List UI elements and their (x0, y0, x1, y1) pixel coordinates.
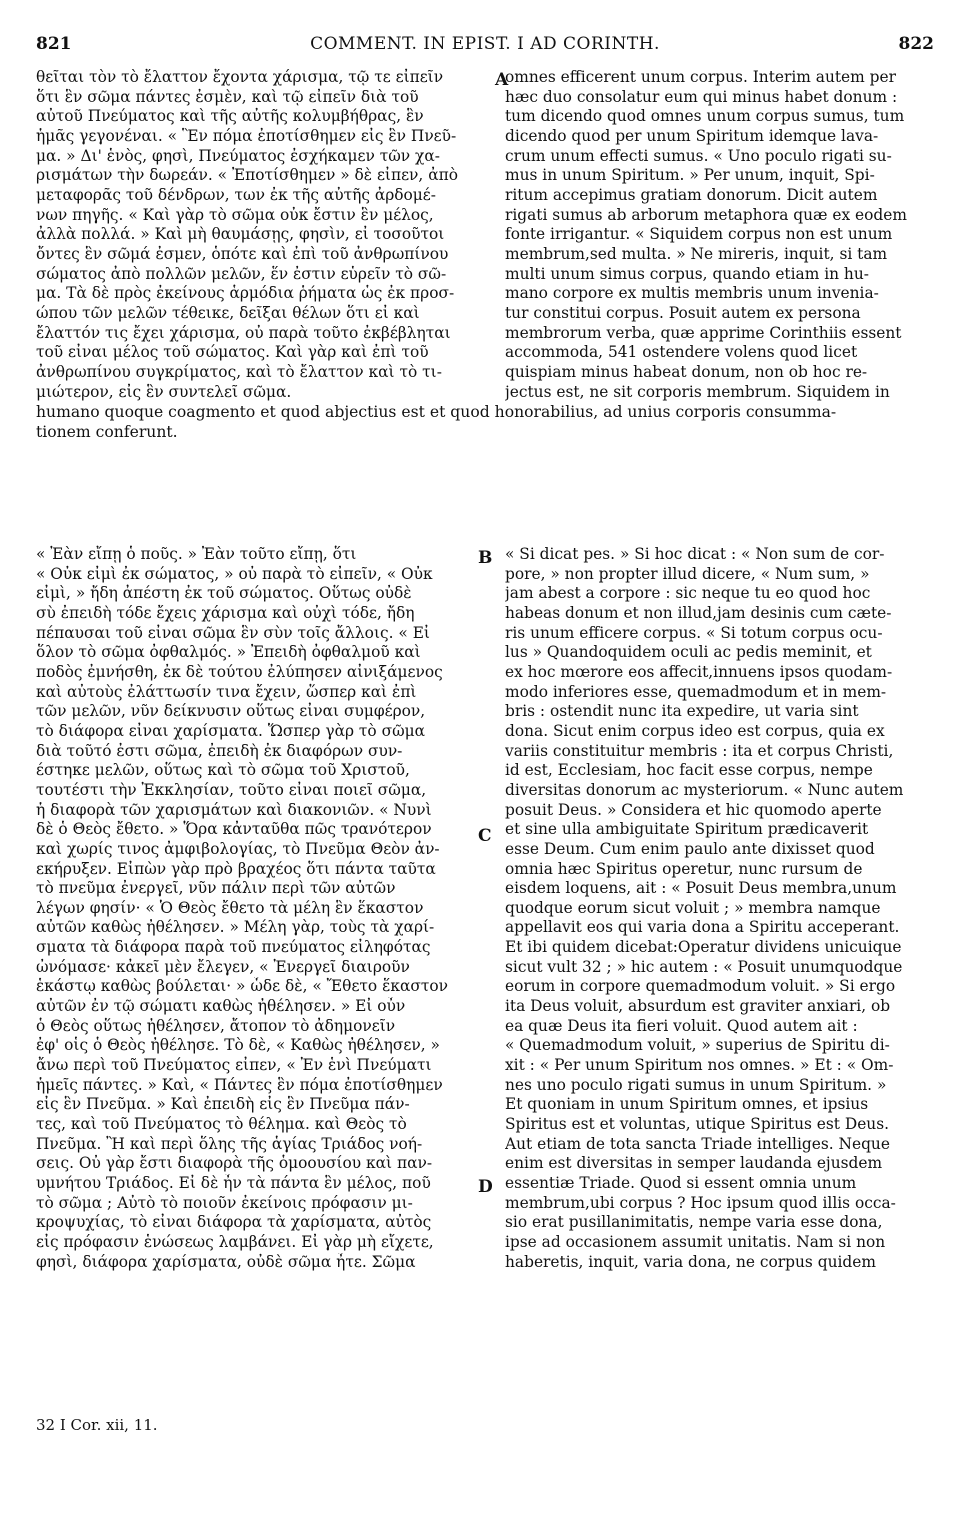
text-line: sicut vult 32 ; » hic autem : « Posuit unumquodque (505, 957, 903, 976)
text-line: ita Deus voluit, absurdum est graviter anxiari, ob (505, 997, 891, 1016)
text-line: membrum,ubi corpus ? Hoc ipsum quod illis occa- (505, 1193, 896, 1212)
text-line: omnes efficerent unum corpus. Interim autem per (505, 68, 896, 86)
text-line: ὄντες ἓν σῶμά ἐσμεν, ὁπότε καὶ ἐπὶ τοῦ ἀνθρωπίνου (36, 244, 449, 263)
text-line: εἰς πρόφασιν ἑνώσεως λαμβάνει. Εἰ γὰρ μὴ εἴχετε, (36, 1232, 434, 1251)
text-line: enim est diversitas in semper laudanda ejusdem (505, 1154, 883, 1173)
text-line: φησὶ, διάφορα χαρίσματα, οὐδὲ σῶμα ἦτε. Σῶμα (36, 1252, 416, 1271)
text-line: ἑκάστῳ καθὼς βούλεται· » ὧδε δὲ, « Ἔθετο ἕκαστον (36, 977, 449, 996)
text-line: appellavit eos qui varia dona a Spiritu acceperant. (505, 918, 900, 937)
text-line: jectus est, ne sit corporis membrum. Siquidem in (505, 382, 890, 401)
text-line: ώπου τῶν μελῶν τέθεικε, δεῖξαι θέλων ὅτι εἰ καὶ (36, 303, 420, 322)
text-line: ἔλαττόν τις ἔχει χάρισμα, οὐ παρὰ τοῦτο ἐκβέβληται (36, 323, 451, 342)
footnote: 32 I Cor. xii, 11. (36, 1416, 158, 1434)
margin-marker-a: A (495, 70, 509, 90)
text-line: εἰμὶ, » ἤδη ἀπέστη ἐκ τοῦ σώματος. Οὕτως οὐδὲ (36, 584, 412, 603)
text-line: membrum,sed multa. » Ne mireris, inquit, si tam (505, 244, 888, 263)
text-line: καὶ αὐτοὺς ἐλάττωσίν τινα ἔχειν, ὥσπερ καὶ ἐπὶ (36, 682, 417, 701)
text-line: ris unum efficere corpus. « Si totum corpus ocu- (505, 623, 883, 642)
text-line: dicendo quod per unum Spiritum idemque lava- (505, 126, 879, 145)
text-line: Et ibi quidem dicebat:Operatur dividens unicuique (505, 938, 902, 957)
text-line: crum unum effecti sumus. « Uno poculo rigati su- (505, 146, 892, 165)
margin-marker-d: D (478, 1177, 493, 1197)
text-line: αὐτῶν ἐν τῷ σώματι καθὼς ἠθέλησεν. » Εἰ οὖν (36, 997, 406, 1016)
text-line: μιώτερον, εἰς ἓν συντελεῖ σῶμα. (36, 382, 292, 401)
text-line: ἄνω περὶ τοῦ Πνεύματος εἶπεν, « Ἐν ἑνὶ Πνεύματι (36, 1056, 432, 1075)
text-line: ipse ad occasionem assumit unitatis. Nam si non (505, 1232, 886, 1251)
text-line: tur constitui corpus. Posuit autem ex persona (505, 303, 861, 322)
text-line: posuit Deus. » Considera et hic quomodo aperte (505, 800, 882, 819)
text-line: essentiæ Triade. Quod si essent omnia unum (505, 1174, 857, 1192)
text-line: et sine ulla ambiguitate Spiritum prædicaverit (505, 820, 869, 839)
text-line: Spiritus est et voluntas, utique Spiritus est Deus. (505, 1115, 890, 1134)
text-line: ex hoc mœrore eos affecit,innuens ipsos quodam- (505, 662, 893, 681)
latin-column-bottom (505, 545, 935, 1272)
text-line: ea quæ Deus ita fieri voluit. Quod autem ait : (505, 1016, 858, 1035)
page-number-right: 822 (898, 34, 934, 54)
text-line: Aut etiam de tota sancta Triade intelliges. Neque (505, 1134, 890, 1153)
text-line: μα. Τὰ δὲ πρὸς ἐκείνους ἁρμόδια ῥήματα ὡς ἐκ προσ- (36, 284, 455, 303)
text-line: lus » Quandoquidem oculi ac pedis meminit, et (505, 643, 872, 662)
text-line: τὸ σῶμα ; Αὐτὸ τὸ ποιοῦν ἐκείνοις πρόφασιν μι- (36, 1193, 413, 1212)
text-line: μα. » Δι' ἑνὸς, φησὶ, Πνεύματος ἐσχήκαμεν τῶν χα- (36, 146, 440, 165)
text-line: νων πηγῆς. « Καὶ γὰρ τὸ σῶμα οὐκ ἔστιν ἓν μέλος, (36, 205, 434, 224)
text-line: τῶν μελῶν, νῦν δείκνυσιν οὕτως εἶναι συμφέρον, (36, 702, 426, 721)
text-line: bris : ostendit nunc ita expedire, ut varia sint (505, 702, 859, 721)
greek-column-bottom (36, 545, 494, 1272)
text-line: « Quemadmodum voluit, » superius de Spiritu di- (505, 1036, 890, 1055)
text-line: θεῖται τὸν τὸ ἔλαττον ἔχοντα χάρισμα, τῷ τε εἰπεῖν (36, 68, 444, 86)
text-line: mano corpore ex multis membris unum invenia- (505, 284, 879, 303)
text-line: ρισμάτων τὴν δωρεάν. « Ἐποτίσθημεν » δὲ εἶπεν, ἀπὸ (36, 166, 458, 185)
text-line: sio erat pusillanimitatis, nempe varia esse dona, (505, 1213, 883, 1232)
text-line: quodque eorum sicut voluit ; » membra namque (505, 898, 881, 917)
text-line: ἡμᾶς γεγονέναι. « Ἓν πόμα ἐποτίσθημεν εἰς ἓν Πνεῦ- (36, 126, 457, 145)
text-line: ὁ Θεὸς οὕτως ἠθέλησεν, ἄτοπον τὸ ἀδημονεῖν (36, 1016, 396, 1035)
text-line: dona. Sicut enim corpus ideo est corpus, quia ex (505, 721, 885, 740)
text-line: υμνήτου Τριάδος. Εἰ δὲ ἦν τὰ πάντα ἓν μέλος, ποῦ (36, 1174, 431, 1192)
text-line: ἀλλὰ πολλά. » Καὶ μὴ θαυμάσῃς, φησὶν, εἰ τοσοῦτοι (36, 225, 445, 244)
text-line: eisdem loquens, ait : « Posuit Deus membra,unum (505, 879, 897, 898)
text-line: mus in unum Spiritum. » Per unum, inquit, Spi- (505, 166, 875, 185)
text-line: τὸ πνεῦμα ἐνεργεῖ, νῦν πάλιν περὶ τῶν αὐτῶν (36, 879, 396, 898)
text-line: σματα τὰ διάφορα παρὰ τοῦ πνεύματος εἰληφότας (36, 938, 431, 957)
text-line: variis constituitur membris : ita et corpus Christi, (505, 741, 894, 760)
text-line: id est, Ecclesiam, hoc facit esse corpus, nempe (505, 761, 873, 780)
text-line: καὶ χωρίς τινος ἀμφιβολογίας, τὸ Πνεῦμα Θεὸν ἀν- (36, 839, 440, 858)
margin-marker-c: C (478, 826, 492, 846)
text-line: haberetis, inquit, varia dona, ne corpus quidem (505, 1252, 876, 1271)
text-line: rigati sumus ab arborum metaphora quæ ex eodem (505, 205, 907, 224)
text-line: eorum in corpore quemadmodum voluit. » Si ergo (505, 977, 896, 996)
text-line: ἀνθρωπίνου συγκρίματος, καὶ τὸ ἔλαττον καὶ τὸ τι- (36, 362, 442, 381)
text-line: τὸ διάφορα εἶναι χαρίσματα. Ὥσπερ γὰρ τὸ σῶμα (36, 721, 426, 740)
text-line: quispiam minus habeat donum, non ob hoc re- (505, 362, 868, 381)
text-line: διὰ τοῦτό ἐστι σῶμα, ἐπειδὴ ἐκ διαφόρων συν- (36, 741, 403, 760)
text-line: δὲ ὁ Θεὸς ἔθετο. » Ὅρα κἀνταῦθα πῶς τρανότερον (36, 820, 432, 839)
text-line: Et quoniam in unum Spiritum omnes, et ipsius (505, 1095, 869, 1114)
text-line: εἰς ἓν Πνεῦμα. » Καὶ ἐπειδὴ εἰς ἓν Πνεῦμα πάν- (36, 1095, 410, 1114)
text-line: πέπαυσαι τοῦ εἶναι σῶμα ἓν σὺν τοῖς ἄλλοις. « Εἰ (36, 623, 430, 642)
text-line: « Ἐὰν εἴπῃ ὁ ποῦς. » Ἐὰν τοῦτο εἴπῃ, ὅτι (36, 545, 357, 563)
full-width-text (36, 402, 934, 442)
text-line: habeas donum et non illud,jam desinis cum cæte- (505, 603, 892, 622)
text-line: ἐφ' οἷς ὁ Θεὸς ἠθέλησε. Τὸ δὲ, « Καθὼς ἠθέλησεν, » (36, 1036, 440, 1055)
text-line: modo inferiores esse, quemadmodum et in mem- (505, 682, 887, 701)
text-line: ὠνόμασε· κἀκεῖ μὲν ἔλεγεν, « Ἐνεργεῖ διαιροῦν (36, 957, 410, 976)
text-line: τουτέστι τὴν Ἐκκλησίαν, τοῦτο εἶναι ποιεῖ σῶμα, (36, 780, 427, 799)
text-line: xit : « Per unum Spiritum nos omnes. » Et : « Om- (505, 1056, 894, 1075)
text-line: nes uno poculo rigati sumus in unum Spiritum. » (505, 1075, 887, 1094)
text-line: tionem conferunt. (36, 423, 178, 441)
page-header (36, 34, 934, 58)
text-line: ὅλον τὸ σῶμα ὀφθαλμός. » Ἐπειδὴ ὀφθαλμοῦ καὶ (36, 643, 421, 662)
text-line: multi unum simus corpus, quando etiam in hu- (505, 264, 869, 283)
text-line: κροψυχίας, τὸ εἶναι διάφορα τὰ χαρίσματα, αὐτὸς (36, 1213, 432, 1232)
text-line: λέγων φησίν· « Ὁ Θεὸς ἔθετο τὰ μέλη ἓν ἕκαστον (36, 898, 424, 917)
text-line: « Οὐκ εἰμὶ ἐκ σώματος, » οὐ παρὰ τὸ εἰπεῖν, « Οὐκ (36, 564, 433, 583)
text-line: μεταφορᾶς τοῦ δένδρων, των ἐκ τῆς αὐτῆς ἀρδομέ- (36, 185, 436, 204)
text-line: pore, » non propter illud dicere, « Num sum, » (505, 564, 870, 583)
text-line: ὅτι ἓν σῶμα πάντες ἐσμὲν, καὶ τῷ εἰπεῖν διὰ τοῦ (36, 87, 419, 106)
text-line: ποδὸς ἐμνήσθη, ἐκ δὲ τούτου ἐλύπησεν αἰνιξάμενος (36, 662, 443, 681)
latin-column-top (505, 68, 935, 402)
page-number-left: 821 (36, 34, 72, 54)
margin-marker-b: B (478, 548, 493, 568)
text-line: esse Deum. Cum enim paulo ante dixisset quod (505, 839, 875, 858)
text-line: « Si dicat pes. » Si hoc dicat : « Non sum de cor- (505, 545, 885, 563)
text-line: hæc duo consolatur eum qui minus habet donum : (505, 87, 898, 106)
text-line: τες, καὶ τοῦ Πνεύματος τὸ θέλημα. καὶ Θεὸς τὸ (36, 1115, 407, 1134)
text-line: αὐτοῦ Πνεύματος καὶ τῆς αὐτῆς κολυμβήθρας, ἓν (36, 107, 424, 126)
text-line: ἡ διαφορὰ τῶν χαρισμάτων καὶ διακονιῶν. « Νυνὶ (36, 800, 432, 819)
text-line: τοῦ εἶναι μέλος τοῦ σώματος. Καὶ γὰρ καὶ ἐπὶ τοῦ (36, 343, 429, 362)
text-line: tum dicendo quod omnes unum corpus sumus, tum (505, 107, 905, 126)
text-line: accommoda, 541 ostendere volens quod licet (505, 343, 858, 362)
text-line: ritum accepimus gratiam donorum. Dicit autem (505, 185, 878, 204)
text-line: omnia hæc Spiritus operetur, nunc rursum de (505, 859, 863, 878)
text-line: σώματος ἀπὸ πολλῶν μελῶν, ἕν ἐστιν εὑρεῖν τὸ σῶ- (36, 264, 447, 283)
text-line: αὐτῶν καθὼς ἠθέλησεν. » Μέλη γὰρ, τοὺς τὰ χαρί- (36, 918, 435, 937)
greek-column-top (36, 68, 494, 402)
text-line: jam abest a corpore : sic neque tu eo quod hoc (505, 584, 871, 603)
text-line: σεις. Οὐ γὰρ ἔστι διαφορὰ τῆς ὁμοουσίου καὶ παν- (36, 1154, 433, 1173)
text-line: σὺ ἐπειδὴ τόδε ἔχεις χάρισμα καὶ οὐχὶ τόδε, ἤδη (36, 603, 415, 622)
text-line: membrorum verba, quæ apprime Corinthiis essent (505, 323, 902, 342)
text-line: fonte irrigantur. « Siquidem corpus non est unum (505, 225, 893, 244)
text-line: humano quoque coagmento et quod abjectius est et quod honorabilius, ad unius corporis consumma- (36, 403, 837, 421)
text-line: εκήρυξεν. Εἰπὼν γὰρ πρὸ βραχέος ὅτι πάντα ταῦτα (36, 859, 436, 878)
running-title: COMMENT. IN EPIST. I AD CORINTH. (310, 34, 660, 54)
text-line: ἡμεῖς πάντες. » Καὶ, « Πάντες ἓν πόμα ἐποτίσθημεν (36, 1075, 443, 1094)
text-line: Πνεῦμα. Ἢ καὶ περὶ ὅλης τῆς ἁγίας Τριάδος νοή- (36, 1134, 423, 1153)
text-line: diversitas donorum ac mysteriorum. « Nunc autem (505, 780, 904, 799)
text-line: έστηκε μελῶν, οὕτως καὶ τὸ σῶμα τοῦ Χριστοῦ, (36, 761, 410, 780)
